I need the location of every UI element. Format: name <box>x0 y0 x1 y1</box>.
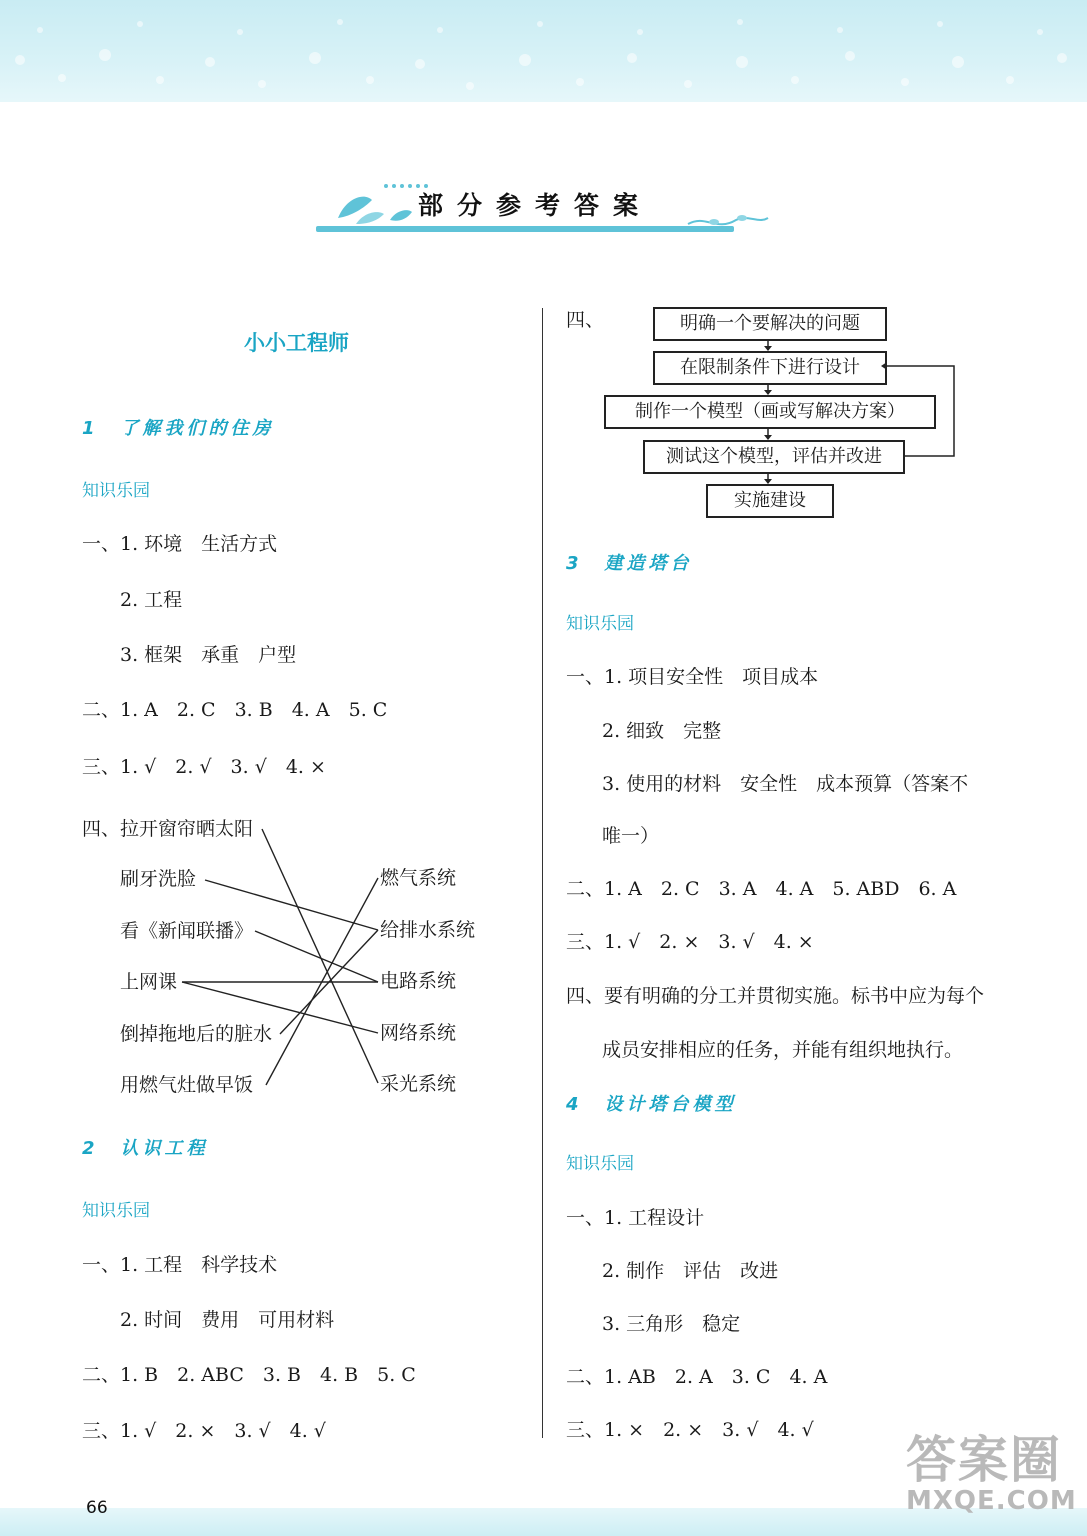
unit-3-title: 3 建造塔台 <box>566 553 693 574</box>
page-number: 66 <box>86 1498 108 1518</box>
answer-line: 一、1. 工程设计 <box>566 1207 705 1229</box>
flowchart-step-2: 在限制条件下进行设计 <box>653 351 887 385</box>
answer-line: 一、1. 工程 科学技术 <box>82 1254 278 1276</box>
answer-line: 二、1. A 2. C 3. B 4. A 5. C <box>82 699 388 721</box>
flowchart-label: 四、 <box>566 309 605 331</box>
matching-question-head: 四、拉开窗帘晒太阳 <box>82 818 254 840</box>
answer-line: 3. 三角形 稳定 <box>602 1313 741 1335</box>
matching-right-item: 采光系统 <box>380 1073 457 1095</box>
watermark-url: MXQE.COM <box>906 1486 1077 1516</box>
matching-left-item: 刷牙洗脸 <box>120 868 197 890</box>
watermark-logo-text: 答案圈 <box>906 1431 1062 1489</box>
answer-line: 唯一） <box>602 825 660 847</box>
unit-2-title: 2 认识工程 <box>82 1138 209 1159</box>
matching-right-item: 网络系统 <box>380 1022 457 1044</box>
answer-line: 3. 使用的材料 安全性 成本预算（答案不 <box>602 773 969 795</box>
flowchart-step-1: 明确一个要解决的问题 <box>653 307 887 341</box>
flowchart-step-3: 制作一个模型（画或写解决方案） <box>604 395 936 429</box>
section-title: 小小工程师 <box>244 331 349 355</box>
answer-line: 三、1. √ 2. √ 3. √ 4. × <box>82 756 326 778</box>
answer-line: 三、1. √ 2. × 3. √ 4. √ <box>82 1420 326 1442</box>
unit-3-subheading: 知识乐园 <box>566 614 634 634</box>
unit-4-title: 4 设计塔台模型 <box>566 1094 737 1115</box>
answer-line: 四、要有明确的分工并贯彻实施。标书中应为每个 <box>566 985 985 1007</box>
matching-right-item: 给排水系统 <box>380 919 476 941</box>
answer-line: 三、1. √ 2. × 3. √ 4. × <box>566 931 814 953</box>
flowchart-step-5: 实施建设 <box>706 484 834 518</box>
answer-line: 一、1. 环境 生活方式 <box>82 533 278 555</box>
page-title: 部分参考答案 <box>418 191 653 220</box>
matching-left-item: 看《新闻联播》 <box>120 920 254 942</box>
unit-2-subheading: 知识乐园 <box>82 1201 150 1221</box>
answer-line: 二、1. AB 2. A 3. C 4. A <box>566 1366 828 1388</box>
watermark <box>906 1420 1077 1516</box>
matching-right-item: 燃气系统 <box>380 867 457 889</box>
unit-1-title: 1 了解我们的住房 <box>82 418 275 439</box>
answer-line: 三、1. × 2. × 3. √ 4. √ <box>566 1419 814 1441</box>
answer-line: 2. 工程 <box>120 589 183 611</box>
answer-line: 2. 制作 评估 改进 <box>602 1260 779 1282</box>
answer-line: 2. 细致 完整 <box>602 720 722 742</box>
matching-left-item: 用燃气灶做早饭 <box>120 1074 254 1096</box>
matching-left-item: 上网课 <box>120 971 178 993</box>
answer-line: 一、1. 项目安全性 项目成本 <box>566 666 819 688</box>
matching-left-item: 倒掉拖地后的脏水 <box>120 1023 273 1045</box>
flowchart-step-4: 测试这个模型，评估并改进 <box>643 440 905 474</box>
answer-line: 二、1. A 2. C 3. A 4. A 5. ABD 6. A <box>566 878 957 900</box>
answer-line: 3. 框架 承重 户型 <box>120 644 297 666</box>
matching-right-item: 电路系统 <box>380 970 457 992</box>
answer-line: 2. 时间 费用 可用材料 <box>120 1309 335 1331</box>
answer-line: 成员安排相应的任务，并能有组织地执行。 <box>602 1039 964 1061</box>
unit-1-subheading: 知识乐园 <box>82 481 150 501</box>
unit-4-subheading: 知识乐园 <box>566 1154 634 1174</box>
answer-line: 二、1. B 2. ABC 3. B 4. B 5. C <box>82 1364 416 1386</box>
